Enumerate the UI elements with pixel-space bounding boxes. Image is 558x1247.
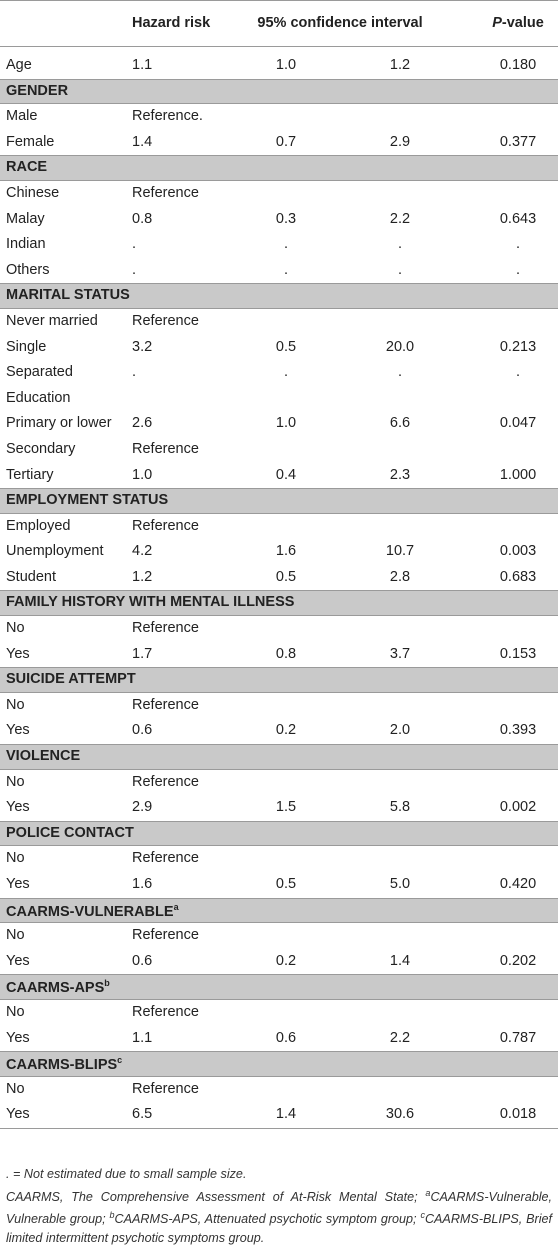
cell-variable: Student (6, 569, 56, 585)
footnote-abbreviations: CAARMS, The Comprehensive Assessment of At-Risk Mental State; $^a$CAARMS-Vulnerable, Vulnerable group; $^b$CAARMS-APS, Attenuated psychotic symptom group; $^c$CAARMS-BLIPS, Brief limited intermittent psychotic symptoms group. (6, 1184, 552, 1247)
cell-hazard-risk: Reference (132, 518, 199, 534)
cell-variable: No (6, 697, 25, 713)
cell-hazard-risk: . (132, 364, 136, 380)
cell-variable: Others (6, 262, 50, 278)
cell-ci-upper: 5.0 (390, 876, 410, 892)
cell-variable: Yes (6, 722, 30, 738)
section-label: GENDER (6, 83, 68, 99)
cell-p-value: 0.213 (500, 339, 536, 355)
table-row (0, 1000, 558, 1026)
cell-ci-upper: . (398, 236, 402, 252)
cell-ci-upper: . (398, 364, 402, 380)
table-footnotes (6, 1165, 552, 1247)
cell-hazard-risk: Reference (132, 774, 199, 790)
table-row (0, 565, 558, 591)
table-row (0, 360, 558, 386)
cell-variable: Secondary (6, 441, 75, 457)
section-header-row (0, 283, 558, 309)
table-row (0, 463, 558, 489)
cell-ci-upper: 2.9 (390, 134, 410, 150)
section-label: SUICIDE ATTEMPT (6, 671, 136, 687)
cell-p-value: 1.000 (500, 467, 536, 483)
table-row (0, 1026, 558, 1052)
cell-p-value: 0.003 (500, 543, 536, 559)
cell-ci-lower: . (284, 364, 288, 380)
table-row (0, 770, 558, 796)
table-row (0, 846, 558, 872)
cell-ci-upper: 3.7 (390, 646, 410, 662)
table-row (0, 718, 558, 744)
cell-hazard-risk: 0.6 (132, 953, 152, 969)
cell-p-value: 0.180 (500, 57, 536, 73)
table-row (0, 539, 558, 565)
cell-hazard-risk: Reference (132, 441, 199, 457)
cell-ci-lower: 1.4 (276, 1106, 296, 1122)
cell-p-value: 0.202 (500, 953, 536, 969)
section-header-row (0, 488, 558, 514)
cell-ci-lower: 0.5 (276, 876, 296, 892)
header-p-value: P-value (492, 15, 544, 31)
cell-ci-upper: 5.8 (390, 799, 410, 815)
cell-ci-upper: 2.2 (390, 1030, 410, 1046)
cell-hazard-risk: 1.7 (132, 646, 152, 662)
cell-variable: Chinese (6, 185, 59, 201)
section-label: MARITAL STATUS (6, 287, 130, 303)
section-header-row (0, 744, 558, 770)
cell-p-value: 0.643 (500, 211, 536, 227)
cell-p-value: 0.393 (500, 722, 536, 738)
cell-hazard-risk: Reference (132, 697, 199, 713)
table-row (0, 411, 558, 437)
table-row (0, 258, 558, 284)
cell-hazard-risk: 3.2 (132, 339, 152, 355)
table-row (0, 949, 558, 975)
section-header-row (0, 667, 558, 693)
section-header-row (0, 155, 558, 181)
cell-ci-upper: 2.3 (390, 467, 410, 483)
cell-hazard-risk: 2.6 (132, 415, 152, 431)
table-row (0, 207, 558, 233)
cell-variable: No (6, 1004, 25, 1020)
cell-variable: No (6, 774, 25, 790)
cell-variable: Yes (6, 1030, 30, 1046)
table-body (0, 53, 558, 1128)
cell-ci-lower: . (284, 262, 288, 278)
table-row (0, 693, 558, 719)
cell-variable: Never married (6, 313, 98, 329)
cell-ci-upper: 10.7 (386, 543, 414, 559)
section-label: CAARMS-APS$^b$ (6, 978, 110, 996)
section-label: VIOLENCE (6, 748, 80, 764)
table-row (0, 335, 558, 361)
header-hazard-risk: Hazard risk (132, 15, 210, 31)
section-label: EMPLOYMENT STATUS (6, 492, 168, 508)
cell-ci-lower: 0.2 (276, 953, 296, 969)
cell-hazard-risk: Reference (132, 620, 199, 636)
cell-ci-upper: . (398, 262, 402, 278)
cell-ci-lower: 1.0 (276, 415, 296, 431)
table-row (0, 104, 558, 130)
cell-p-value: 0.420 (500, 876, 536, 892)
cell-ci-lower: 0.2 (276, 722, 296, 738)
table-row (0, 309, 558, 335)
cell-variable: Employed (6, 518, 70, 534)
cell-variable: No (6, 850, 25, 866)
table-row (0, 795, 558, 821)
cell-hazard-risk: . (132, 236, 136, 252)
table-row (0, 923, 558, 949)
cell-variable: No (6, 620, 25, 636)
cell-variable: Education (6, 390, 71, 406)
cell-p-value: 0.787 (500, 1030, 536, 1046)
cell-ci-upper: 1.4 (390, 953, 410, 969)
cell-ci-upper: 30.6 (386, 1106, 414, 1122)
cell-variable: Tertiary (6, 467, 54, 483)
table-bottom-rule (0, 1128, 558, 1129)
cell-hazard-risk: 1.0 (132, 467, 152, 483)
section-label: RACE (6, 159, 47, 175)
cell-ci-lower: 0.5 (276, 339, 296, 355)
cell-ci-lower: 1.0 (276, 57, 296, 73)
cell-ci-lower: . (284, 236, 288, 252)
cell-hazard-risk: 2.9 (132, 799, 152, 815)
cell-ci-upper: 2.8 (390, 569, 410, 585)
cell-hazard-risk: Reference. (132, 108, 203, 124)
table-header-row (0, 0, 558, 47)
table-row (0, 616, 558, 642)
section-header-row (0, 821, 558, 847)
table-row (0, 181, 558, 207)
section-header-row (0, 590, 558, 616)
cell-variable: Yes (6, 876, 30, 892)
cell-variable: No (6, 927, 25, 943)
cell-hazard-risk: Reference (132, 927, 199, 943)
cell-variable: Unemployment (6, 543, 104, 559)
cell-ci-lower: 0.7 (276, 134, 296, 150)
section-label: POLICE CONTACT (6, 825, 134, 841)
cell-variable: Age (6, 57, 32, 73)
table-row (0, 53, 558, 79)
table-row (0, 232, 558, 258)
cell-hazard-risk: 0.6 (132, 722, 152, 738)
cell-variable: Indian (6, 236, 46, 252)
cell-hazard-risk: Reference (132, 1081, 199, 1097)
cell-variable: Primary or lower (6, 415, 112, 431)
table-row (0, 1102, 558, 1128)
cell-ci-lower: 0.3 (276, 211, 296, 227)
cell-ci-upper: 20.0 (386, 339, 414, 355)
cell-hazard-risk: 4.2 (132, 543, 152, 559)
cell-p-value: . (516, 262, 520, 278)
header-confidence-interval: 95% confidence interval (257, 15, 422, 31)
cell-ci-lower: 0.6 (276, 1030, 296, 1046)
cell-ci-lower: 1.6 (276, 543, 296, 559)
cell-ci-lower: 0.4 (276, 467, 296, 483)
cell-hazard-risk: Reference (132, 313, 199, 329)
table-row (0, 437, 558, 463)
cell-p-value: . (516, 236, 520, 252)
footnote-not-estimated: . = Not estimated due to small sample size. (6, 1165, 552, 1184)
table-row (0, 130, 558, 156)
cell-variable: Malay (6, 211, 45, 227)
section-label: FAMILY HISTORY WITH MENTAL ILLNESS (6, 594, 294, 610)
cell-variable: Yes (6, 799, 30, 815)
cell-p-value: 0.018 (500, 1106, 536, 1122)
section-label: CAARMS-VULNERABLE$^a$ (6, 902, 179, 920)
cell-hazard-risk: 1.1 (132, 57, 152, 73)
cell-p-value: 0.377 (500, 134, 536, 150)
cell-ci-lower: 1.5 (276, 799, 296, 815)
cell-hazard-risk: 1.2 (132, 569, 152, 585)
table-row (0, 1077, 558, 1103)
cell-hazard-risk: 1.1 (132, 1030, 152, 1046)
cell-hazard-risk: Reference (132, 1004, 199, 1020)
cell-ci-upper: 2.0 (390, 722, 410, 738)
cell-hazard-risk: 6.5 (132, 1106, 152, 1122)
cell-hazard-risk: 1.4 (132, 134, 152, 150)
cell-ci-upper: 1.2 (390, 57, 410, 73)
cell-ci-lower: 0.8 (276, 646, 296, 662)
table-row (0, 386, 558, 412)
cell-hazard-risk: Reference (132, 850, 199, 866)
cell-variable: Single (6, 339, 46, 355)
cell-p-value: 0.153 (500, 646, 536, 662)
cell-hazard-risk: 0.8 (132, 211, 152, 227)
cell-ci-lower: 0.5 (276, 569, 296, 585)
table-row (0, 514, 558, 540)
section-header-row (0, 974, 558, 1000)
table-row (0, 642, 558, 668)
cell-variable: Yes (6, 1106, 30, 1122)
cell-p-value: . (516, 364, 520, 380)
cell-variable: Separated (6, 364, 73, 380)
cell-variable: Yes (6, 646, 30, 662)
cell-variable: Male (6, 108, 37, 124)
cell-p-value: 0.683 (500, 569, 536, 585)
cell-hazard-risk: Reference (132, 185, 199, 201)
table-row (0, 872, 558, 898)
cell-ci-upper: 6.6 (390, 415, 410, 431)
section-header-row (0, 898, 558, 924)
cell-ci-upper: 2.2 (390, 211, 410, 227)
cell-variable: Female (6, 134, 54, 150)
cell-hazard-risk: 1.6 (132, 876, 152, 892)
cell-p-value: 0.002 (500, 799, 536, 815)
section-header-row (0, 1051, 558, 1077)
cell-variable: No (6, 1081, 25, 1097)
section-header-row (0, 79, 558, 105)
section-label: CAARMS-BLIPS$^c$ (6, 1055, 122, 1073)
cell-p-value: 0.047 (500, 415, 536, 431)
cell-variable: Yes (6, 953, 30, 969)
cell-hazard-risk: . (132, 262, 136, 278)
